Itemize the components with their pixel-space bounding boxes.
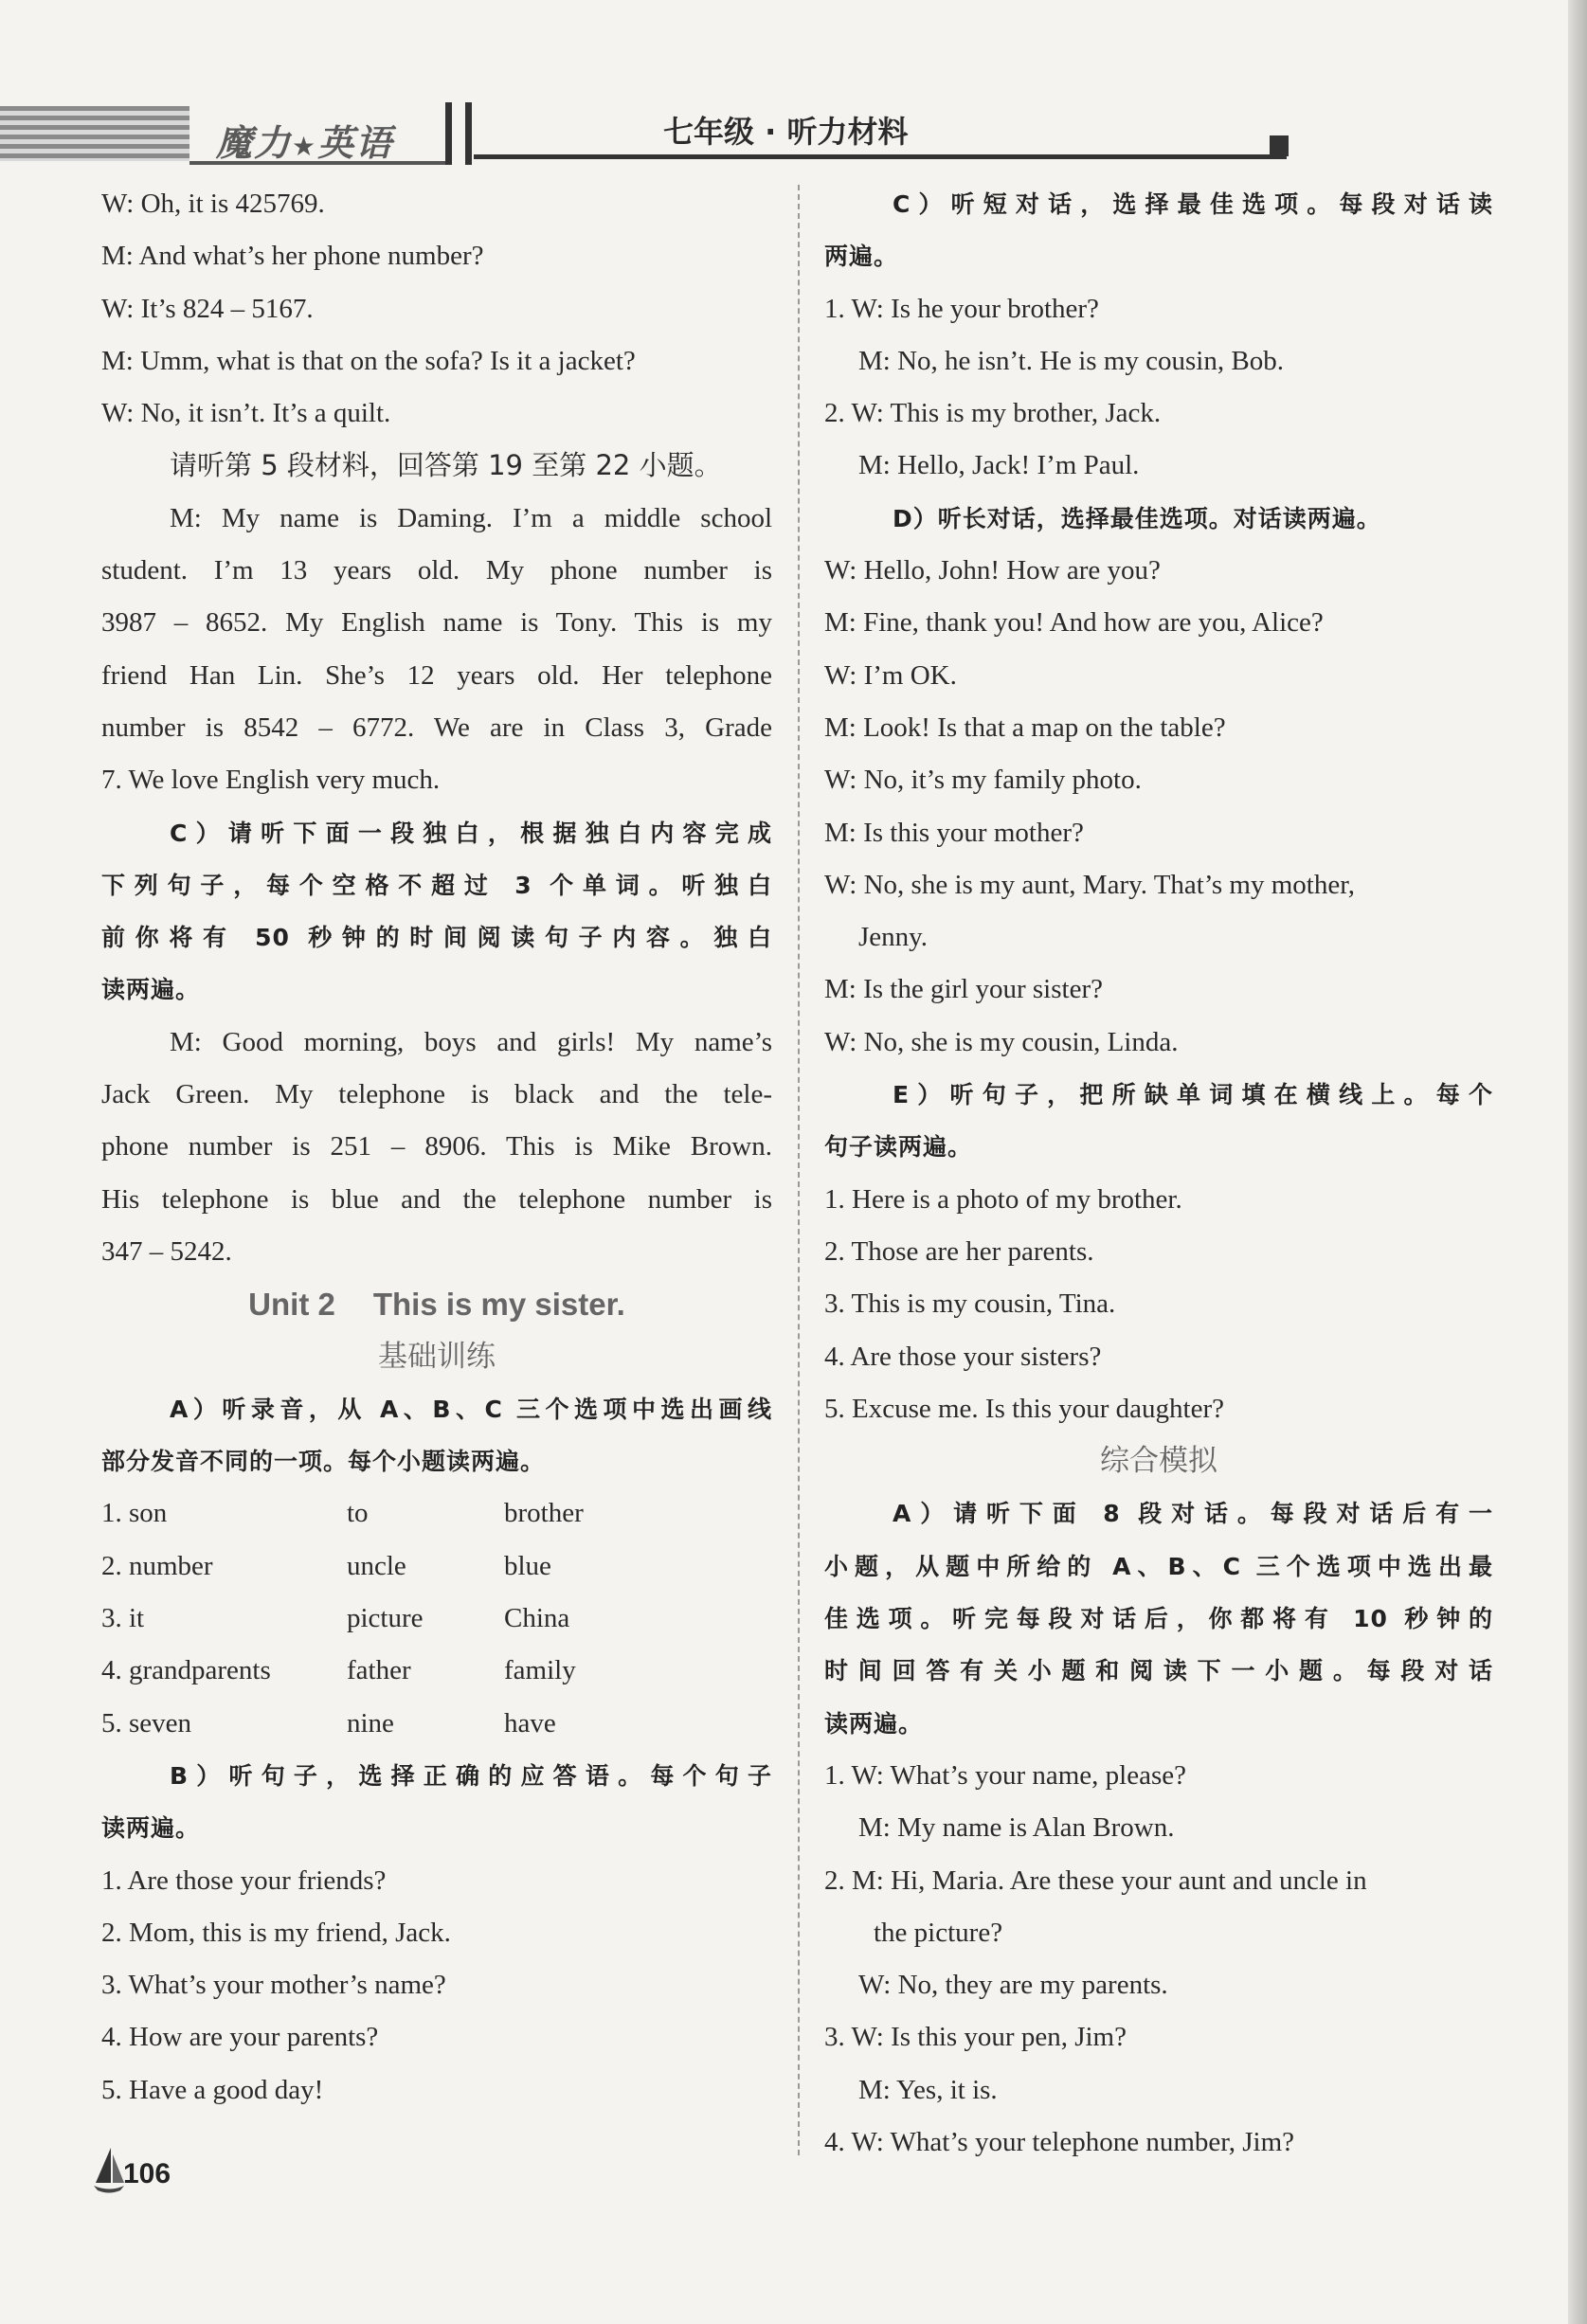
response-item: 1. Are those your friends? bbox=[101, 1865, 387, 1896]
right-text-line: 3. W: Is this your pen, Jim? bbox=[824, 2022, 1127, 2053]
pronunciation-option: China bbox=[504, 1603, 570, 1634]
right-text-line: A）请听下面 8 段对话。每段对话后有一 bbox=[893, 1500, 1493, 1528]
response-item: 2. Mom, this is my friend, Jack. bbox=[101, 1917, 451, 1948]
right-text-line: W: No, she is my cousin, Linda. bbox=[824, 1026, 1179, 1057]
left-text-line: W: It’s 824 – 5167. bbox=[101, 293, 314, 324]
response-list bbox=[101, 1855, 772, 2117]
pronunciation-option: picture bbox=[347, 1603, 424, 1634]
pronunciation-option: nine bbox=[347, 1707, 394, 1738]
left-text-line: M: Umm, what is that on the sofa? Is it a jacket? bbox=[101, 345, 636, 376]
left-text-line: number is 8542 – 6772. We are in Class 3, Grade bbox=[101, 712, 772, 743]
left-text-line: W: No, it isn’t. It’s a quilt. bbox=[101, 398, 391, 429]
unit-title bbox=[101, 1278, 772, 1330]
right-text-line: 4. Are those your sisters? bbox=[824, 1341, 1102, 1372]
right-text-line: M: Fine, thank you! And how are you, Alice? bbox=[824, 607, 1324, 639]
left-text-line: Jack Green. My telephone is black and the tele- bbox=[101, 1079, 772, 1110]
left-text-line: 请听第 5 段材料，回答第 19 至第 22 小题。 bbox=[170, 449, 722, 482]
page-number: 106 bbox=[123, 2158, 171, 2189]
header-bars bbox=[445, 102, 472, 165]
left-text-line: phone number is 251 – 8906. This is Mike Brown. bbox=[101, 1131, 772, 1162]
right-text-line: E）听句子，把所缺单词填在横线上。每个 bbox=[893, 1081, 1493, 1109]
left-text-line: 3987 – 8652. My English name is Tony. This is my bbox=[101, 607, 772, 639]
brand-logo bbox=[216, 114, 393, 166]
right-text-line: the picture? bbox=[874, 1917, 1003, 1948]
pronunciation-row bbox=[101, 1540, 772, 1593]
pronunciation-option: uncle bbox=[347, 1550, 406, 1581]
right-text-line: W: No, it’s my family photo. bbox=[824, 765, 1142, 796]
right-text-line: 1. W: Is he your brother? bbox=[824, 293, 1099, 324]
pronunciation-option: to bbox=[347, 1498, 369, 1529]
right-text-line: 读两遍。 bbox=[824, 1709, 924, 1738]
right-text-line: M: Is this your mother? bbox=[824, 817, 1084, 848]
section-a-instruction-cont: 部分发音不同的一项。每个小题读两遍。 bbox=[101, 1448, 546, 1476]
header-stripes bbox=[0, 106, 189, 161]
right-text-line: 2. Those are her parents. bbox=[824, 1235, 1094, 1267]
right-text-line: 1. W: What’s your name, please? bbox=[824, 1759, 1186, 1791]
right-text-line: 时间回答有关小题和阅读下一小题。每段对话 bbox=[824, 1657, 1493, 1685]
right-text-line: Jenny. bbox=[858, 922, 929, 953]
right-text-line: 5. Excuse me. Is this your daughter? bbox=[824, 1393, 1225, 1424]
right-text-line: M: Look! Is that a map on the table? bbox=[824, 712, 1226, 743]
left-text-line: 读两遍。 bbox=[101, 976, 201, 1004]
right-text-line: W: I’m OK. bbox=[824, 659, 957, 691]
pronunciation-option: 4. grandparents bbox=[101, 1655, 271, 1686]
right-text-line: 两遍。 bbox=[824, 243, 899, 271]
left-text-line: 前你将有 50 秒钟的时间阅读句子内容。独白 bbox=[101, 924, 772, 952]
pronunciation-row bbox=[101, 1698, 772, 1750]
right-text-line: W: No, they are my parents. bbox=[858, 1970, 1168, 2001]
right-text-line: D）听长对话，选择最佳选项。对话读两遍。 bbox=[893, 504, 1381, 532]
right-text-line: 1. Here is a photo of my brother. bbox=[824, 1183, 1182, 1215]
response-item: 4. How are your parents? bbox=[101, 2022, 379, 2053]
left-text-line: M: Good morning, boys and girls! My name’s bbox=[170, 1026, 772, 1057]
pronunciation-option: brother bbox=[504, 1498, 584, 1529]
left-text-line: 347 – 5242. bbox=[101, 1235, 232, 1267]
header-rule bbox=[474, 154, 1287, 159]
section-b-instruction: B）听句子，选择正确的应答语。每个句子 bbox=[170, 1761, 772, 1790]
pronunciation-option: father bbox=[347, 1655, 411, 1686]
pronunciation-option: 3. it bbox=[101, 1603, 145, 1634]
left-text-line: His telephone is blue and the telephone number is bbox=[101, 1183, 772, 1215]
section-title-basic: 基础训练 bbox=[378, 1339, 496, 1374]
right-text-line: 4. W: What’s your telephone number, Jim? bbox=[824, 2126, 1295, 2157]
right-text-line: M: Yes, it is. bbox=[858, 2074, 998, 2105]
pronunciation-option: 2. number bbox=[101, 1550, 213, 1581]
right-column bbox=[824, 178, 1493, 2169]
right-text-line: 2. W: This is my brother, Jack. bbox=[824, 398, 1162, 429]
unit-number: Unit 2 bbox=[248, 1287, 335, 1323]
section-b-instruction-cont: 读两遍。 bbox=[101, 1814, 201, 1843]
left-text-line: W: Oh, it is 425769. bbox=[101, 189, 325, 219]
pronunciation-row bbox=[101, 1487, 772, 1540]
right-text-line: 2. M: Hi, Maria. Are these your aunt and uncle in bbox=[824, 1865, 1367, 1896]
response-item: 5. Have a good day! bbox=[101, 2074, 324, 2105]
right-text-line: M: My name is Alan Brown. bbox=[858, 1812, 1175, 1844]
right-text-line: M: Hello, Jack! I’m Paul. bbox=[858, 450, 1140, 481]
brand-text-tail: 英语 bbox=[317, 122, 394, 164]
right-listening-text bbox=[824, 178, 1493, 2169]
pronunciation-row bbox=[101, 1645, 772, 1697]
right-text-line: C）听短对话，选择最佳选项。每段对话读 bbox=[893, 190, 1493, 218]
left-text-line: 7. We love English very much. bbox=[101, 765, 441, 796]
left-text-line: M: And what’s her phone number? bbox=[101, 241, 484, 272]
pronunciation-grid bbox=[101, 1487, 772, 1749]
right-text-line: 3. This is my cousin, Tina. bbox=[824, 1288, 1116, 1320]
left-text-line: friend Han Lin. She’s 12 years old. Her telephone bbox=[101, 659, 772, 691]
right-text-line: W: No, she is my aunt, Mary. That’s my mother, bbox=[824, 869, 1355, 900]
right-text-line: W: Hello, John! How are you? bbox=[824, 555, 1161, 586]
left-text-line: C）请听下面一段独白，根据独白内容完成 bbox=[170, 819, 772, 847]
right-text-line: M: Is the girl your sister? bbox=[824, 974, 1103, 1005]
header-square-icon bbox=[1270, 135, 1289, 156]
right-text-line: 句子读两遍。 bbox=[824, 1133, 973, 1162]
star-icon: ★ bbox=[292, 131, 318, 162]
right-text-line: M: No, he isn’t. He is my cousin, Bob. bbox=[858, 345, 1284, 376]
column-divider bbox=[798, 185, 800, 2155]
left-listening-text bbox=[101, 178, 772, 1278]
header-title: 七年级 · 听力材料 bbox=[663, 114, 909, 150]
response-item: 3. What’s your mother’s name? bbox=[101, 1970, 446, 2001]
left-text-line: M: My name is Daming. I’m a middle school bbox=[170, 502, 772, 533]
left-column bbox=[101, 178, 772, 2117]
pronunciation-option: blue bbox=[504, 1550, 551, 1581]
right-text-line: 佳选项。听完每段对话后，你都将有 10 秒钟的 bbox=[824, 1605, 1493, 1633]
left-text-line: 下列句子，每个空格不超过 3 个单词。听独白 bbox=[101, 871, 772, 899]
sailboat-icon bbox=[92, 2143, 126, 2195]
left-text-line: student. I’m 13 years old. My phone number is bbox=[101, 555, 772, 586]
section-a-instruction: A）听录音，从 A、B、C 三个选项中选出画线 bbox=[170, 1395, 772, 1423]
unit-name: This is my sister. bbox=[372, 1287, 625, 1323]
pronunciation-option: 1. son bbox=[101, 1498, 168, 1529]
page-edge-shadow bbox=[1568, 0, 1587, 2324]
brand-text: 魔力 bbox=[216, 122, 293, 164]
pronunciation-option: have bbox=[504, 1707, 556, 1738]
pronunciation-option: 5. seven bbox=[101, 1707, 192, 1738]
right-text-line: 小题，从题中所给的 A、B、C 三个选项中选出最 bbox=[824, 1552, 1493, 1580]
pronunciation-row bbox=[101, 1593, 772, 1645]
right-text-line: 综合模拟 bbox=[1100, 1444, 1217, 1479]
pronunciation-option: family bbox=[504, 1655, 576, 1686]
